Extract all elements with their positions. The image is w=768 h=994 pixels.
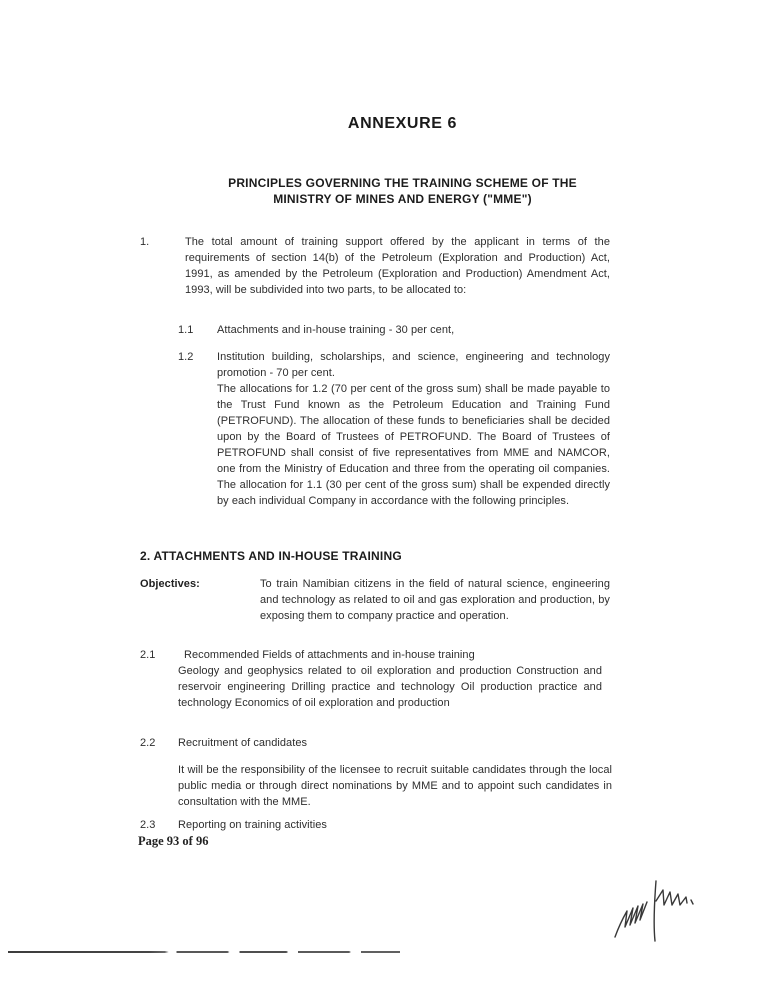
clause-2-1-number: 2.1 (140, 649, 156, 661)
scan-artifact-line (8, 951, 400, 953)
clause-2-1-text: Geology and geophysics related to oil exploration and production Construction and reservoir engineering Drilling practice and technology Oil production practice and technology Economics of oil exploration and production (178, 665, 602, 709)
page-title: ANNEXURE 6 (347, 115, 458, 132)
subtitle-line-2: MINISTRY OF MINES AND ENERGY ("MME") (273, 192, 532, 206)
clause-1-2-paragraph-b: The allocations for 1.2 (70 per cent of the gross sum) shall be made payable to the Trust Fund known as the Petroleum Education and Training Fund (PETROFUND). The allocation of these funds to beneficiaries shall be decided upon by the Board of Trustees of PETROFUND. The Board of Trustees of PETROFUND shall consist of five representatives from MME and NAMCOR, one from the Ministry of Education and three from the operating oil companies. The allocation for 1.1 (30 per cent of the gross sum) shall be expended directly by each individual Company in accordance with the following principles. (217, 383, 610, 507)
clause-2-2-text: It will be the responsibility of the licensee to recruit suitable candidates through the local public media or through direct nominations by MME and to appoint such candidates in consultation with the MME. (178, 764, 612, 808)
objectives-label: Objectives: (140, 578, 200, 590)
page-footer: Page 93 of 96 (138, 834, 209, 848)
objectives-text: To train Namibian citizens in the field of natural science, engineering and technology as related to oil and gas exploration and production, by exposing them to company practice and operation. (260, 578, 610, 622)
clause-2-3-number: 2.3 (140, 819, 156, 831)
clause-1-2-text (217, 349, 610, 509)
clause-2-2-heading: Recruitment of candidates (178, 737, 308, 749)
document-subtitle (140, 175, 665, 207)
clause-2-2-number: 2.2 (140, 737, 156, 749)
clause-2-1-heading: Recommended Fields of attachments and in-house training (184, 649, 475, 661)
handwritten-signature-icon (600, 864, 700, 954)
clause-2-3-heading: Reporting on training activities (178, 819, 327, 831)
clause-1-text: The total amount of training support offered by the applicant in terms of the requirements of section 14(b) of the Petroleum (Exploration and Production) Act, 1991, as amended by the Petroleum (Exploration and Production) Amendment Act, 1993, will be subdivided into two parts, to be allocated to: (185, 236, 610, 296)
clause-1-number: 1. (140, 236, 150, 248)
section-2-heading: 2. ATTACHMENTS AND IN-HOUSE TRAINING (140, 549, 402, 563)
clause-1-1-text: Attachments and in-house training - 30 per cent, (217, 324, 455, 336)
clause-1-2-paragraph-a: Institution building, scholarships, and science, engineering and technology promotion - 70 per cent. (217, 351, 610, 379)
clause-1-2-number: 1.2 (178, 351, 194, 363)
clause-1-1-number: 1.1 (178, 324, 194, 336)
subtitle-line-1: PRINCIPLES GOVERNING THE TRAINING SCHEME OF THE (228, 176, 577, 190)
